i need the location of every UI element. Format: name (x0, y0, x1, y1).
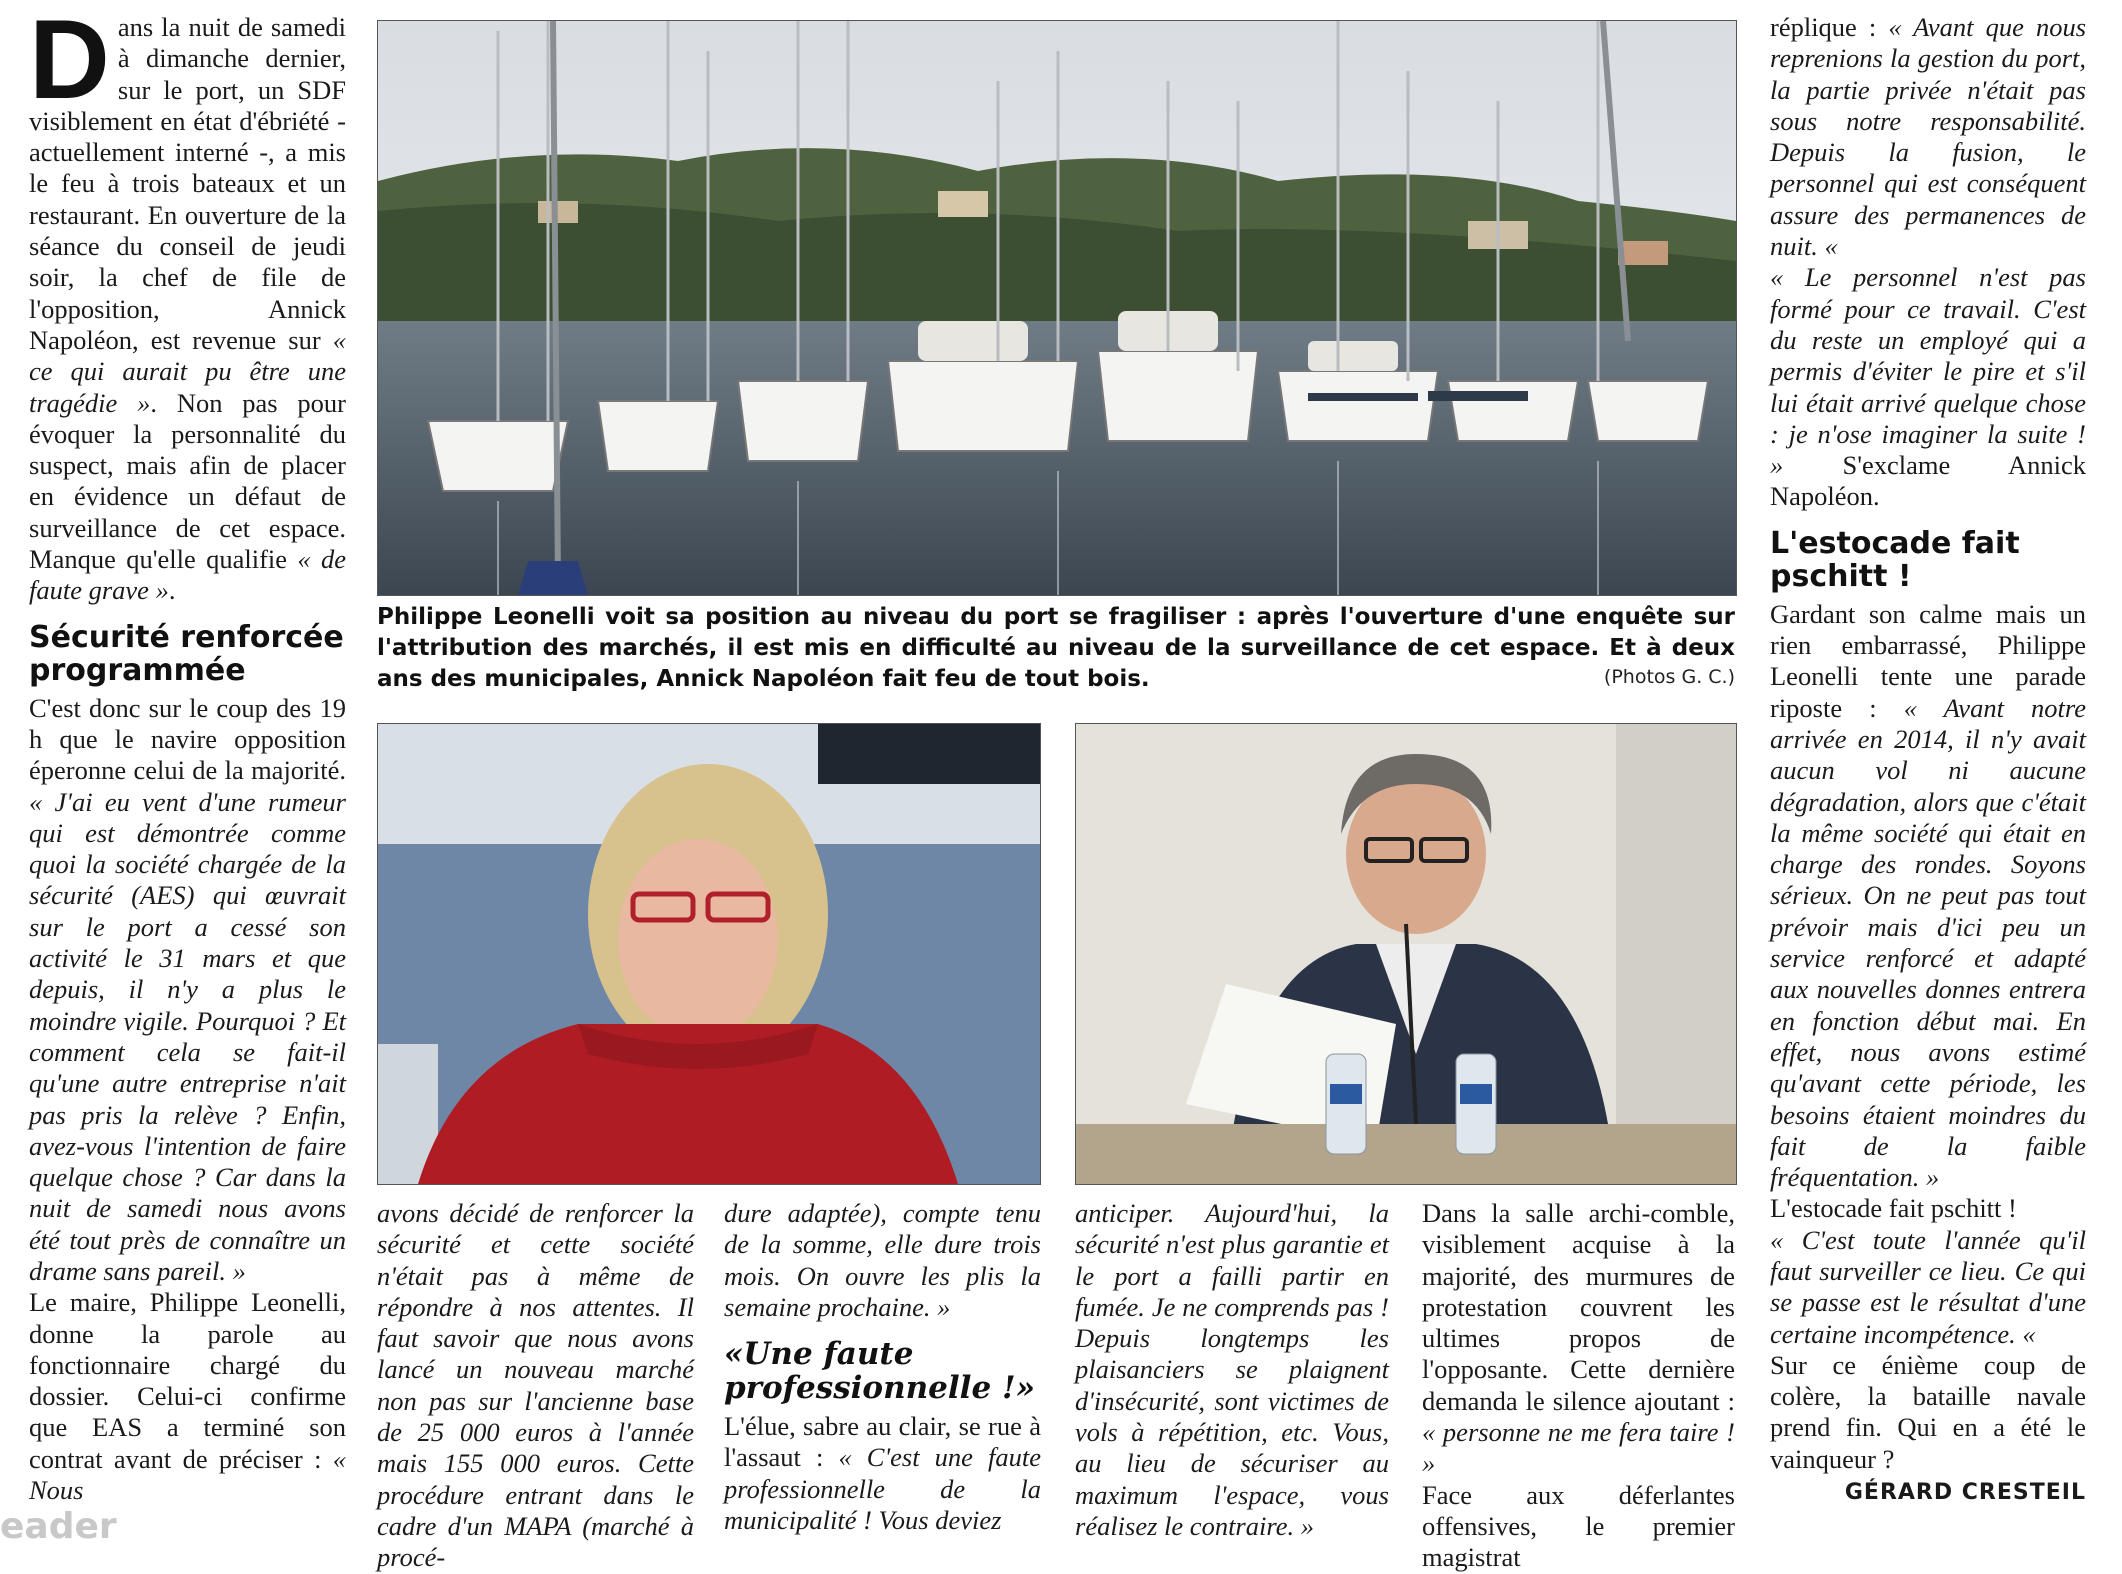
subheading-securite: Sécurité renforcée programmée (29, 619, 344, 688)
column-6 (1770, 12, 2086, 1508)
drop-cap: D (29, 0, 110, 122)
watermark: eader (0, 1506, 117, 1547)
paragraph: Sur ce énième coup de colère, la bataille navale prend fin. Qui en a été le vainqueur ? (1770, 1349, 2086, 1474)
column-1 (29, 0, 347, 1506)
subheading-faute: «Une faute professionnelle !» (724, 1336, 1035, 1407)
photo-caption: Philippe Leonelli voit sa position au niveau du port se fragiliser : après l'ouverture d'une enquête sur l'attribution des marchés, il est mis en difficulté au niveau de la surveillance de cet espace. Et à deux ans des municipales, Annick Napoléon fait feu de tout bois. (377, 604, 1735, 692)
harbour-photo (377, 20, 1737, 596)
paragraph: Gardant son calme mais un rien embarrassé, Philippe Leonelli tente une parade riposte : « Avant notre arrivée en 2014, il n'y avait aucun vol ni aucune dégradation, alors que c'était la même société qui était en charge des rondes. Soyons sérieux. On ne peut pas tout prévoir mais d'ici peu un service renforcé et adapté aux nouvelles donnes entrera en fonction début mai. En effet, nous avons estimé qu'avant cette période, les besoins étaient moindres du fait de la faible fréquentation. » (1770, 598, 2086, 1193)
paragraph: « Le personnel n'est pas formé pour ce travail. C'est du reste un employé qui a permis d'éviter le pire et s'il lui était arrivé quelque chose : je n'ose imaginer la suite ! » S'exclame Annick Napoléon. (1770, 262, 2086, 512)
philippe-leonelli-photo (1075, 723, 1737, 1185)
paragraph: Face aux déferlantes offensives, le premier magistrat (1422, 1479, 1735, 1573)
paragraph: « C'est toute l'année qu'il faut surveiller ce lieu. Ce qui se passe est le résultat d'une certaine incompétence. « (1770, 1224, 2086, 1349)
photo-credit: (Photos G. C.) (1603, 666, 1735, 688)
paragraph: Le maire, Philippe Leonelli, donne la parole au fonctionnaire chargé du dossier. Celui-ci confirme que EAS a terminé son contrat avant de préciser : « Nous (29, 1287, 346, 1506)
column-2 (377, 1198, 694, 1574)
paragraph: C'est donc sur le coup des 19 h que le navire opposition éperonne celui de la majorité. « J'ai eu vent d'une rumeur qui est démontrée comme quoi la société chargée de la sécurité (AES) qui œuvrait sur le port a cessé son activité le 31 mars et que depuis, il n'y a plus le moindre vigile. Pourquoi ? Et comment cela se fait-il qu'une autre entreprise n'ait pas pris la relève ? Enfin, avez-vous l'intention de faire quelque chose ? Car dans la nuit de samedi nous avons été tout près de connaître un drame sans pareil. » (29, 692, 346, 1286)
paragraph: anticiper. Aujourd'hui, la sécurité n'est plus garantie et le port a failli partir en fumée. Je ne comprends pas ! Depuis longtemps les plaisanciers se plaignent d'insécurité, sont victimes de vols à répétition, etc. Vous, au lieu de sécuriser au maximum l'espace, vous réalisez le contraire. » (1075, 1198, 1389, 1541)
paragraph: Dans la salle archi-comble, visiblement acquise à la majorité, des murmures de protestation couvrent les ultimes propos de l'opposante. Cette dernière demanda le silence ajoutant : « personne ne me fera taire ! » (1422, 1198, 1735, 1479)
paragraph: avons décidé de renforcer la sécurité et cette société n'était pas à même de répondre à nos attentes. Il faut savoir que nous avons lancé un nouveau marché non pas sur l'ancienne base de 25 000 euros à l'année mais 155 000 euros. Cette procédure entrant dans le cadre d'un MAPA (marché à procé- (377, 1198, 694, 1573)
column-5 (1422, 1198, 1735, 1574)
column-4 (1075, 1198, 1389, 1542)
paragraph: dure adaptée), compte tenu de la somme, elle dure trois mois. On ouvre les plis la semaine prochaine. » (724, 1198, 1041, 1322)
subheading-estocade: L'estocade fait pschitt ! (1770, 525, 2020, 594)
author-signature: GÉRARD CRESTEIL (1844, 1480, 2086, 1506)
paragraph: L'élue, sabre au clair, se rue à l'assaut : « C'est une faute professionnelle de la municipalité ! Vous deviez (724, 1411, 1042, 1536)
column-3 (724, 1198, 1041, 1536)
annick-napoleon-photo (377, 723, 1041, 1185)
paragraph: L'estocade fait pschitt ! (1770, 1193, 2017, 1224)
paragraph: réplique : « Avant que nous reprenions la gestion du port, la partie privée n'était pas sous notre responsabilité. Depuis la fusion, le personnel qui est conséquent assure des permanences de nuit. « (1770, 12, 2087, 262)
intro-paragraph: Dans la nuit de samedi à dimanche dernier, sur le port, un SDF visiblement en état d'ébriété - actuellement interné -, a mis le feu à trois bateaux et un restaurant. En ouverture de la séance du conseil de jeudi soir, la chef de file de l'opposition, Annick Napoléon, est revenue sur « ce qui aurait pu être une tragédie ». Non pas pour évoquer la personnalité du suspect, mais afin de placer en évidence un défaut de surveillance de cet espace. Manque qu'elle qualifie « de faute grave ». (29, 0, 347, 606)
